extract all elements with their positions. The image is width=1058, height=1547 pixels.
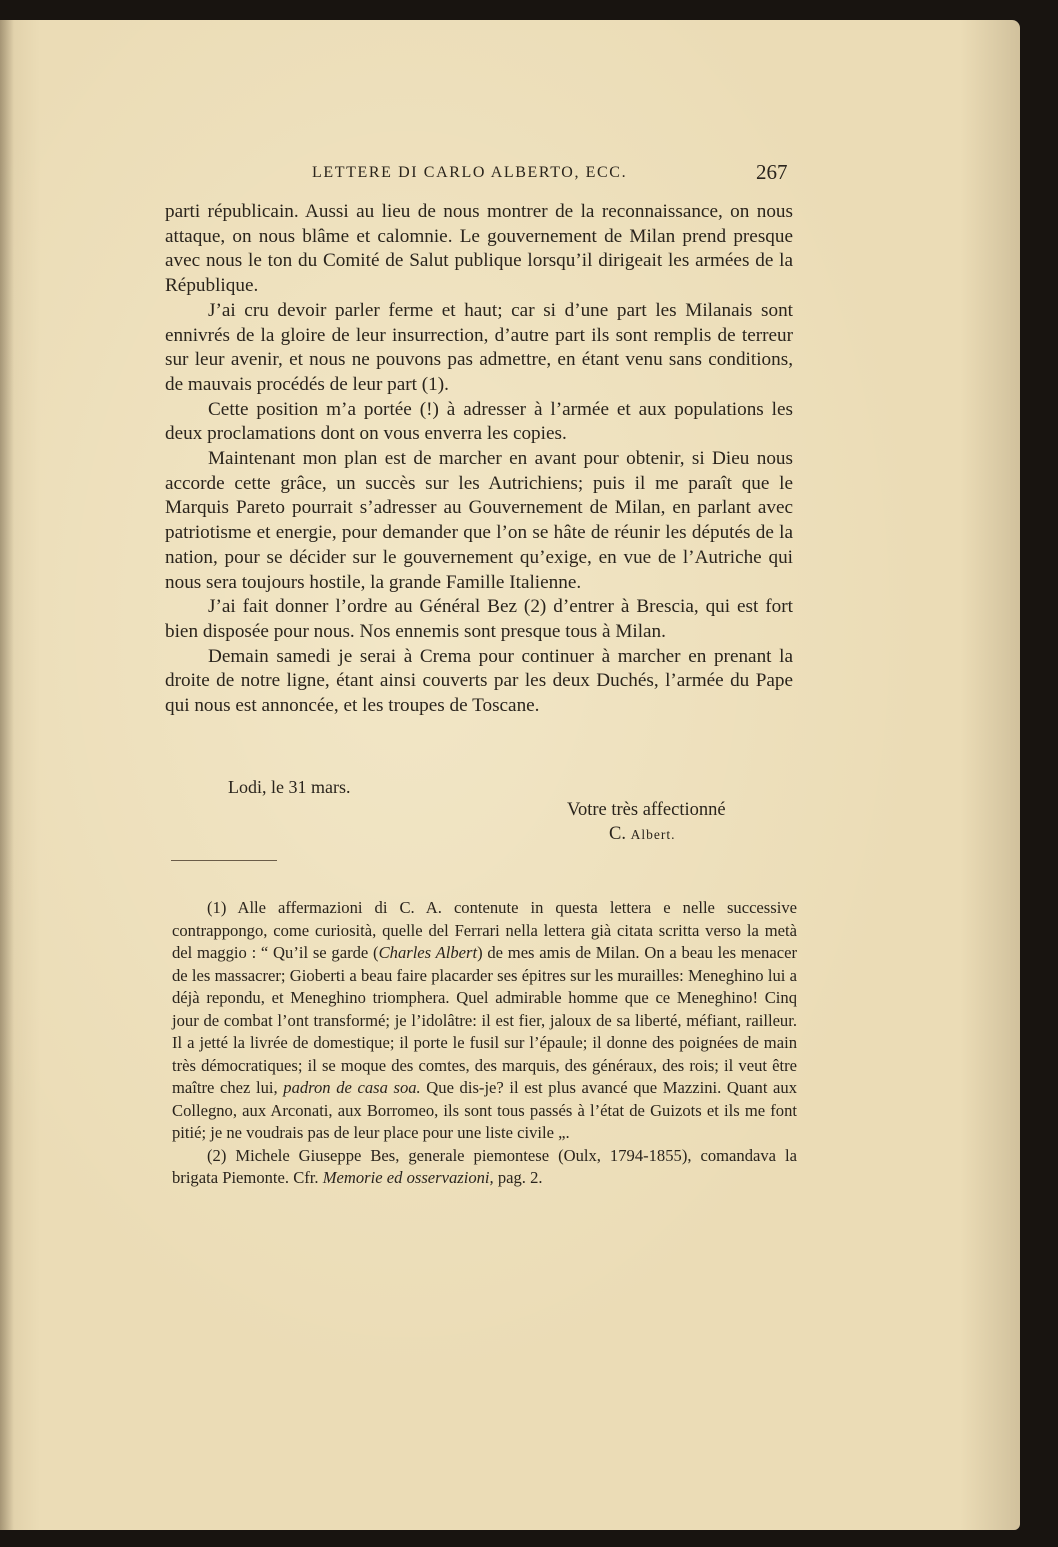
- paragraph: Cette position m’a portée (!) à adresser à l’armée et aux populations les deux proclamations dont on vous enverra les copies.: [165, 398, 793, 445]
- closing-salutation: Votre très affectionné: [567, 800, 726, 820]
- footnote-text: ) de mes amis de Milan. On a beau les menacer de les massacrer; Gioberti a beau faire placarder ses épitres sur les murailles: Meneghino lui a déjà repondu, et Meneghino triomphera. Quel admirable homme que ce Meneghino! Cinq jour de combat l’ont transformé; je l’idolâtre: il est fier, jaloux de sa liberté, méfiant, railleur. Il a jetté la livrée de domestique; il porte le fusil sur l’épaule; il donne des poignées de main très démocratiques; il se moque des comtes, des marquis, des généraux, des rois; il veut être maître chez lui,: [172, 943, 797, 1097]
- footnotes: [172, 897, 797, 1190]
- footnote-text: (1) Alle affermazioni di C. A. contenute in questa lettera e nelle successive contrappongo, come curiosità, quelle del Ferrari nella lettera già citata scritta verso la metà del maggio : “ Qu’il se garde (: [172, 898, 797, 962]
- paragraph: parti républicain. Aussi au lieu de nous montrer de la reconnaissance, on nous attaque, on nous blâme et calomnie. Le gouvernement de Milan prend presque avec nous le ton du Comité de Salut publique lorsqu’il dirigeait les armées de la République.: [165, 201, 793, 297]
- paragraph: J’ai cru devoir parler ferme et haut; car si d’une part les Milanais sont ennivrés de la gloire de leur insurrection, d’autre part ils sont remplis de terreur sur leur avenir, et nous ne pouvons pas admettre, en étant venu sans conditions, de mauvais procédés de leur part (1).: [165, 299, 793, 395]
- footnote-text: Que dis-je? il est plus avancé que Mazzini. Quant aux Collegno, aux Arconati, aux Borromeo, ils sont tous passés à l’état de Guizots et ils me font pitié; je ne voudrais pas de leur place pour une liste civile „.: [172, 1078, 797, 1142]
- footnote-text: pag. 2.: [493, 1168, 543, 1187]
- gutter-shadow: [0, 20, 14, 1530]
- dateline: Lodi, le 31 mars.: [228, 777, 351, 797]
- footnote-italic: Charles Albert: [378, 943, 478, 962]
- signature: [609, 824, 675, 845]
- footnote-rule: [171, 860, 277, 861]
- letter-body: [165, 200, 793, 719]
- paragraph: Maintenant mon plan est de marcher en avant pour obtenir, si Dieu nous accorde cette grâce, un succès sur les Autrichiens; puis il me paraît que le Marquis Pareto pourrait s’adresser au Gouvernement de Milan, en parlant avec patriotisme et energie, pour demander que l’on se hâte de réunir les députés de la nation, pour se décider sur le gouvernement qu’exige, en vue de l’Autriche qui nous sera toujours hostile, la grande Famille Italienne.: [165, 448, 793, 593]
- signature-initial: C.: [609, 824, 626, 844]
- footnote-text: (2) Michele Giuseppe Bes, generale piemontese (Oulx, 1794-1855), comandava la brigata Piemonte. Cfr.: [172, 1145, 797, 1187]
- footnote-2: [172, 1145, 797, 1190]
- footnote-italic: padron de casa soa.: [283, 1078, 421, 1097]
- running-head: LETTERE DI CARLO ALBERTO, ECC.: [312, 164, 628, 181]
- paragraph: J’ai fait donner l’ordre au Général Bez (2) d’entrer à Brescia, qui est fort bien disposée pour nous. Nos ennemis sont presque tous à Milan.: [165, 596, 793, 642]
- paragraph: Demain samedi je serai à Crema pour continuer à marcher en prenant la droite de notre ligne, étant ainsi couverts par les deux Duchés, l’armée du Pape qui nous est annoncée, et les troupes de Toscane.: [165, 645, 793, 717]
- signature-name: Albert.: [630, 827, 676, 842]
- footnote-italic: Memorie ed osservazioni,: [322, 1168, 494, 1187]
- footnote-1: [172, 897, 797, 1145]
- page-number: 267: [756, 160, 788, 184]
